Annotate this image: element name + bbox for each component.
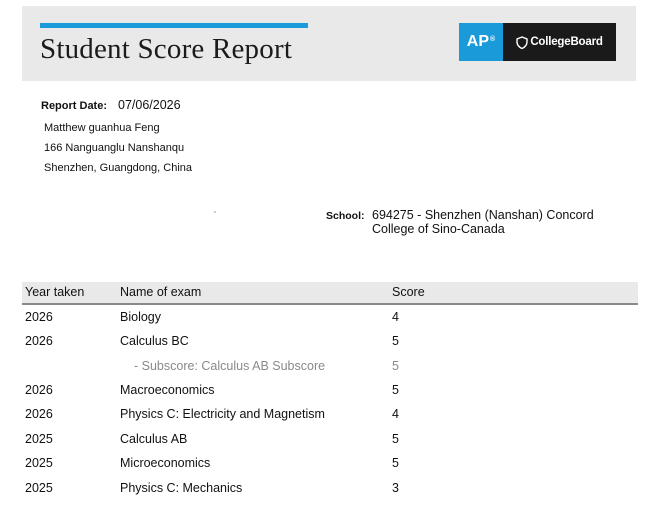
exam-cell: Biology [120, 310, 161, 324]
accent-bar [40, 23, 308, 28]
score-cell: 5 [392, 359, 399, 373]
report-date-label: Report Date: [41, 100, 108, 112]
school-value [372, 208, 622, 236]
score-cell: 4 [392, 407, 399, 421]
column-header-score: Score [392, 285, 425, 299]
exam-cell: Microeconomics [120, 456, 211, 470]
school-label: School: [326, 210, 365, 222]
score-cell: 5 [392, 383, 399, 397]
school-line-2: College of Sino-Canada [372, 222, 505, 236]
report-header [22, 6, 636, 81]
acorn-icon [516, 36, 528, 49]
year-cell: 2026 [25, 383, 53, 397]
ap-logo: AP ® [459, 23, 503, 61]
exam-cell: Macroeconomics [120, 383, 215, 397]
year-cell: 2026 [25, 334, 53, 348]
collegeboard-wordmark: CollegeBoard [503, 23, 616, 61]
score-cell: 3 [392, 481, 399, 495]
score-cell: 4 [392, 310, 399, 324]
score-cell: 5 [392, 334, 399, 348]
year-cell: 2026 [25, 310, 53, 324]
student-name: Matthew guanhua Feng [44, 122, 160, 134]
collegeboard-logo [459, 23, 616, 61]
exam-cell: Physics C: Electricity and Magnetism [120, 407, 325, 421]
school-line-1: 694275 - Shenzhen (Nanshan) Concord [372, 208, 594, 222]
divider-dot [214, 211, 216, 213]
year-cell: 2025 [25, 456, 53, 470]
column-header-exam: Name of exam [120, 285, 202, 299]
page-title: Student Score Report [40, 33, 293, 65]
score-cell: 5 [392, 432, 399, 446]
subscore-cell: - Subscore: Calculus AB Subscore [134, 359, 326, 373]
score-table-header [22, 282, 638, 305]
column-header-year: Year taken [25, 285, 85, 299]
exam-cell: Calculus BC [120, 334, 189, 348]
year-cell: 2026 [25, 407, 53, 421]
year-cell: 2025 [25, 481, 53, 495]
address-line-2: Shenzhen, Guangdong, China [44, 162, 193, 174]
year-cell: 2025 [25, 432, 53, 446]
score-cell: 5 [392, 456, 399, 470]
report-date-value: 07/06/2026 [118, 98, 181, 112]
address-line-1: 166 Nanguanglu Nanshanqu [44, 142, 185, 154]
exam-cell: Physics C: Mechanics [120, 481, 243, 495]
exam-cell: Calculus AB [120, 432, 188, 446]
